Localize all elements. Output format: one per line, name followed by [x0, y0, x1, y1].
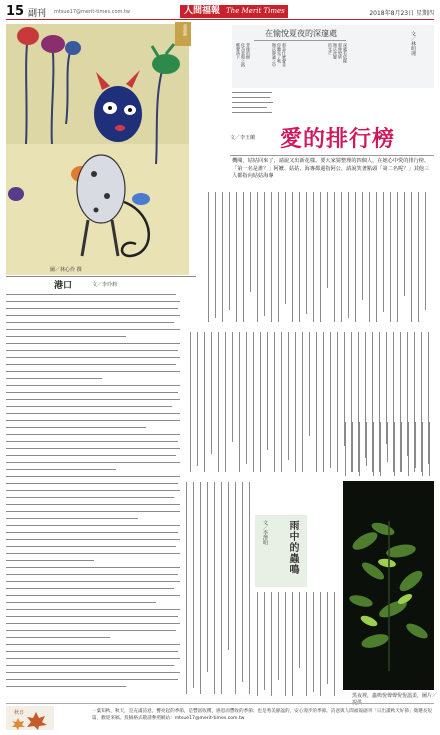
night-leaves-photo: [343, 481, 434, 690]
article-body-middle: [184, 480, 252, 698]
poem-line: 深處若依稀: [343, 43, 348, 63]
poem-title-rule: [254, 40, 346, 41]
poem-box: [232, 25, 434, 88]
article-byline: 文／李玲莉: [92, 282, 118, 288]
page-footer: [6, 703, 434, 731]
poem-line: 化為悲傷之路: [241, 43, 246, 67]
article-intro: 機閱，姑姑回來了，請說又出新花樣。要大家猜整理的四個人，在她心中愛的排行榜。「第一名是誰？」阿嬤、姑姑、海專都還指阿公，請說笑著點頭「第二名呢？」其他三人都指向姑姑海專: [232, 158, 430, 179]
poem-body-text: [232, 90, 276, 122]
poem-line: 無法靜謐之中: [272, 43, 277, 67]
section-tag: 童畫趣: [175, 22, 191, 46]
autumn-label: 秋日: [14, 710, 25, 716]
article-body-harbor: [6, 292, 182, 697]
poem-line: 輕聲落下: [236, 43, 241, 59]
article-body-rain: [255, 590, 341, 698]
section-divider: [6, 276, 196, 277]
poem-line: 背後的樹: [246, 43, 251, 59]
article-body-love-ranking: [206, 190, 434, 325]
poem-line: 無法改變: [333, 43, 338, 59]
poem-column-a: [236, 43, 251, 85]
newspaper-name-en: The Merit Times: [226, 7, 285, 15]
article-byline: 文／李澤明: [262, 520, 268, 545]
newspaper-logo: [180, 5, 288, 18]
article-body-rain-top: [343, 420, 434, 478]
poem-line: 那條燈塔: [338, 43, 343, 59]
painting-caption: 圖／林心伶 撰: [50, 267, 82, 273]
title-divider: [230, 155, 434, 156]
poem-title: 在愉悅夏夜的深邃處: [265, 29, 337, 38]
contact-email: mtsue17@merit-times.com.tw: [54, 9, 131, 15]
article-title-rain: 雨中的蟲鳴: [287, 520, 298, 575]
poem-line: 你聽見了嗎: [277, 43, 282, 63]
page-header: [6, 4, 434, 20]
maple-leaf-icon: [6, 706, 54, 730]
article-title-love-ranking: 愛的排行榜: [280, 127, 396, 152]
poem-column-b: [272, 43, 287, 85]
section-name: 副刊: [28, 9, 47, 19]
article-byline: 文／李玉蘭: [230, 135, 256, 141]
page-number: 15: [6, 4, 25, 19]
footer-notice: 一葉知秋，秋天，是充滿詩意，響亮起的季節，是豐富收穫，感恩而豐收的季節；也是秀美靜謐的，安心漫步的季節。詩意與人間福報副刊「日出讀秋天好節」徵選長短篇，歡迎來稿。投稿格式敬請參照網站：mtsue17@merit-times.com.tw: [92, 709, 432, 721]
poem-byline: 文／林明理: [410, 31, 416, 56]
poem-column-c: [328, 43, 348, 85]
photo-caption: 黑夜裡，蟲鳴悅聲聲悅悅溫柔，圖片／提供: [352, 693, 438, 706]
article-title-harbor: 港口: [54, 281, 73, 291]
poem-line: 那是什麼聲音: [282, 43, 287, 67]
poem-line: 的光芒: [328, 43, 333, 55]
newspaper-name: 人間福報: [184, 6, 221, 16]
issue-date: 2018年8月23日 星期四: [369, 10, 434, 17]
autumn-banner: [6, 706, 54, 730]
childrens-painting: [6, 24, 189, 275]
